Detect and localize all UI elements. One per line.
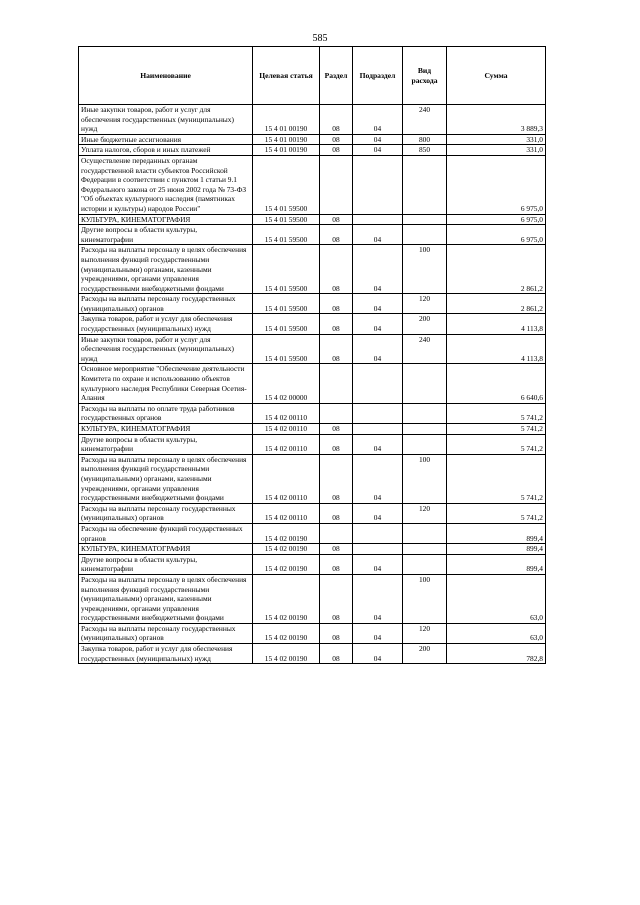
cell-name: Другие вопросы в области культуры, кинематографии	[79, 554, 253, 574]
cell-expense-type: 240	[403, 105, 447, 135]
table-row	[79, 105, 546, 135]
cell-expense-type: 100	[403, 245, 447, 294]
cell-expense-type	[403, 554, 447, 574]
table-row	[79, 623, 546, 643]
cell-subsection	[353, 424, 403, 435]
cell-expense-type: 800	[403, 134, 447, 145]
cell-section	[320, 523, 353, 543]
cell-article: 15 4 02 00190	[253, 544, 320, 555]
cell-expense-type: 850	[403, 145, 447, 156]
cell-section: 08	[320, 503, 353, 523]
cell-subsection	[353, 214, 403, 225]
cell-subsection: 04	[353, 503, 403, 523]
table-row	[79, 145, 546, 156]
cell-subsection: 04	[353, 554, 403, 574]
header-article: Целевая статья	[253, 47, 320, 105]
cell-name: Осуществление переданных органам государственной власти субъектов Российской Федерации в соответствии с пунктом 1 статьи 9.1 Федерального закона от 25 июня 2002 года № 73-ФЗ "Об объектах культурного наследия (памятниках истории и культуры) народов России"	[79, 155, 253, 214]
cell-subsection: 04	[353, 334, 403, 364]
cell-sum: 6 640,6	[447, 364, 546, 403]
cell-subsection: 04	[353, 245, 403, 294]
cell-name: Другие вопросы в области культуры, кинематографии	[79, 225, 253, 245]
cell-name: Уплата налогов, сборов и иных платежей	[79, 145, 253, 156]
cell-subsection: 04	[353, 105, 403, 135]
cell-article: 15 4 01 59500	[253, 155, 320, 214]
table-row	[79, 294, 546, 314]
table-row	[79, 214, 546, 225]
table-row	[79, 644, 546, 664]
cell-expense-type: 120	[403, 623, 447, 643]
table-row	[79, 424, 546, 435]
cell-sum: 6 975,0	[447, 214, 546, 225]
cell-name: Расходы на обеспечение функций государственных органов	[79, 523, 253, 543]
header-subsection: Подраздел	[353, 47, 403, 105]
cell-expense-type	[403, 364, 447, 403]
cell-section: 08	[320, 434, 353, 454]
cell-sum: 5 741,2	[447, 403, 546, 423]
cell-article: 15 4 01 00190	[253, 145, 320, 156]
cell-section: 08	[320, 314, 353, 334]
cell-sum: 6 975,0	[447, 225, 546, 245]
cell-section	[320, 155, 353, 214]
cell-subsection: 04	[353, 225, 403, 245]
cell-expense-type: 120	[403, 294, 447, 314]
cell-sum: 899,4	[447, 523, 546, 543]
cell-section: 08	[320, 294, 353, 314]
table-row	[79, 225, 546, 245]
header-name: Наименование	[79, 47, 253, 105]
cell-sum: 899,4	[447, 554, 546, 574]
cell-name: Закупка товаров, работ и услуг для обеспечения государственных (муниципальных) нужд	[79, 644, 253, 664]
cell-subsection: 04	[353, 644, 403, 664]
cell-expense-type	[403, 155, 447, 214]
cell-article: 15 4 02 00110	[253, 434, 320, 454]
cell-article: 15 4 02 00190	[253, 523, 320, 543]
cell-article: 15 4 01 59500	[253, 214, 320, 225]
cell-sum: 63,0	[447, 623, 546, 643]
cell-name: Иные бюджетные ассигнования	[79, 134, 253, 145]
cell-sum: 899,4	[447, 544, 546, 555]
cell-name: Расходы на выплаты персоналу государственных (муниципальных) органов	[79, 623, 253, 643]
cell-subsection: 04	[353, 574, 403, 623]
cell-subsection: 04	[353, 623, 403, 643]
cell-sum: 331,0	[447, 145, 546, 156]
cell-section: 08	[320, 134, 353, 145]
table-row	[79, 245, 546, 294]
cell-sum: 5 741,2	[447, 434, 546, 454]
cell-expense-type	[403, 544, 447, 555]
cell-sum: 63,0	[447, 574, 546, 623]
cell-expense-type	[403, 523, 447, 543]
cell-sum: 5 741,2	[447, 503, 546, 523]
cell-sum: 3 889,3	[447, 105, 546, 135]
cell-subsection: 04	[353, 134, 403, 145]
cell-name: Расходы на выплаты по оплате труда работников государственных органов	[79, 403, 253, 423]
cell-sum: 6 975,0	[447, 155, 546, 214]
cell-subsection: 04	[353, 434, 403, 454]
cell-article: 15 4 02 00110	[253, 403, 320, 423]
cell-expense-type	[403, 225, 447, 245]
cell-section: 08	[320, 574, 353, 623]
cell-name: Расходы на выплаты персоналу в целях обеспечения выполнения функций государственными (муниципальными) органами, казенными учреждениями, органами управления государственными внебюджетными фондами	[79, 574, 253, 623]
table-row	[79, 574, 546, 623]
cell-section: 08	[320, 145, 353, 156]
page-number: 585	[312, 33, 328, 44]
cell-expense-type	[403, 424, 447, 435]
table-row	[79, 155, 546, 214]
cell-name: Закупка товаров, работ и услуг для обеспечения государственных (муниципальных) нужд	[79, 314, 253, 334]
cell-article: 15 4 01 00190	[253, 134, 320, 145]
cell-name: Иные закупки товаров, работ и услуг для обеспечения государственных (муниципальных) нужд	[79, 334, 253, 364]
cell-section: 08	[320, 225, 353, 245]
cell-subsection: 04	[353, 314, 403, 334]
cell-article: 15 4 02 00110	[253, 503, 320, 523]
cell-article: 15 4 02 00190	[253, 574, 320, 623]
cell-section: 08	[320, 544, 353, 555]
cell-article: 15 4 01 59500	[253, 294, 320, 314]
cell-expense-type: 200	[403, 314, 447, 334]
cell-article: 15 4 01 59500	[253, 334, 320, 364]
cell-sum: 5 741,2	[447, 454, 546, 503]
table-row	[79, 454, 546, 503]
cell-section: 08	[320, 424, 353, 435]
cell-sum: 4 113,8	[447, 314, 546, 334]
cell-sum: 2 861,2	[447, 294, 546, 314]
cell-section: 08	[320, 105, 353, 135]
cell-name: КУЛЬТУРА, КИНЕМАТОГРАФИЯ	[79, 424, 253, 435]
cell-article: 15 4 02 00190	[253, 554, 320, 574]
table-row	[79, 334, 546, 364]
table-row	[79, 554, 546, 574]
cell-article: 15 4 02 00000	[253, 364, 320, 403]
cell-expense-type	[403, 434, 447, 454]
table-row	[79, 523, 546, 543]
cell-subsection	[353, 403, 403, 423]
cell-name: Другие вопросы в области культуры, кинематографии	[79, 434, 253, 454]
cell-sum: 331,0	[447, 134, 546, 145]
table-row	[79, 403, 546, 423]
cell-expense-type	[403, 214, 447, 225]
header-expense-type: Вид расхода	[403, 47, 447, 105]
cell-article: 15 4 01 59500	[253, 245, 320, 294]
cell-expense-type: 100	[403, 454, 447, 503]
cell-section: 08	[320, 554, 353, 574]
cell-name: Расходы на выплаты персоналу государственных (муниципальных) органов	[79, 294, 253, 314]
cell-sum: 782,8	[447, 644, 546, 664]
cell-article: 15 4 01 00190	[253, 105, 320, 135]
cell-subsection	[353, 544, 403, 555]
cell-article: 15 4 02 00190	[253, 644, 320, 664]
header-sum: Сумма	[447, 47, 546, 105]
cell-name: Основное мероприятие "Обеспечение деятельности Комитета по охране и использованию объектов культурного наследия Республики Северная Осетия-Алания	[79, 364, 253, 403]
table-row	[79, 364, 546, 403]
cell-article: 15 4 02 00110	[253, 424, 320, 435]
table-row	[79, 314, 546, 334]
cell-expense-type: 200	[403, 644, 447, 664]
table-row	[79, 434, 546, 454]
cell-subsection	[353, 364, 403, 403]
table-row	[79, 503, 546, 523]
cell-section: 08	[320, 214, 353, 225]
cell-section: 08	[320, 454, 353, 503]
cell-article: 15 4 02 00110	[253, 454, 320, 503]
cell-sum: 2 861,2	[447, 245, 546, 294]
cell-article: 15 4 01 59500	[253, 314, 320, 334]
cell-section	[320, 364, 353, 403]
cell-section	[320, 403, 353, 423]
cell-name: КУЛЬТУРА, КИНЕМАТОГРАФИЯ	[79, 214, 253, 225]
cell-expense-type: 120	[403, 503, 447, 523]
cell-expense-type	[403, 403, 447, 423]
table-header-row	[79, 47, 546, 105]
cell-subsection: 04	[353, 294, 403, 314]
cell-subsection: 04	[353, 454, 403, 503]
cell-section: 08	[320, 245, 353, 294]
cell-article: 15 4 02 00190	[253, 623, 320, 643]
cell-expense-type: 240	[403, 334, 447, 364]
cell-section: 08	[320, 334, 353, 364]
table-row	[79, 134, 546, 145]
header-section: Раздел	[320, 47, 353, 105]
cell-name: Расходы на выплаты персоналу в целях обеспечения выполнения функций государственными (муниципальными) органами, казенными учреждениями, органами управления государственными внебюджетными фондами	[79, 245, 253, 294]
cell-article: 15 4 01 59500	[253, 225, 320, 245]
cell-subsection: 04	[353, 145, 403, 156]
cell-expense-type: 100	[403, 574, 447, 623]
cell-name: Расходы на выплаты персоналу государственных (муниципальных) органов	[79, 503, 253, 523]
cell-sum: 5 741,2	[447, 424, 546, 435]
cell-name: КУЛЬТУРА, КИНЕМАТОГРАФИЯ	[79, 544, 253, 555]
cell-section: 08	[320, 644, 353, 664]
cell-subsection	[353, 523, 403, 543]
cell-subsection	[353, 155, 403, 214]
budget-table	[78, 46, 546, 664]
cell-section: 08	[320, 623, 353, 643]
table-row	[79, 544, 546, 555]
cell-name: Расходы на выплаты персоналу в целях обеспечения выполнения функций государственными (муниципальными) органами, казенными учреждениями, органами управления государственными внебюджетными фондами	[79, 454, 253, 503]
cell-name: Иные закупки товаров, работ и услуг для обеспечения государственных (муниципальных) нужд	[79, 105, 253, 135]
cell-sum: 4 113,8	[447, 334, 546, 364]
